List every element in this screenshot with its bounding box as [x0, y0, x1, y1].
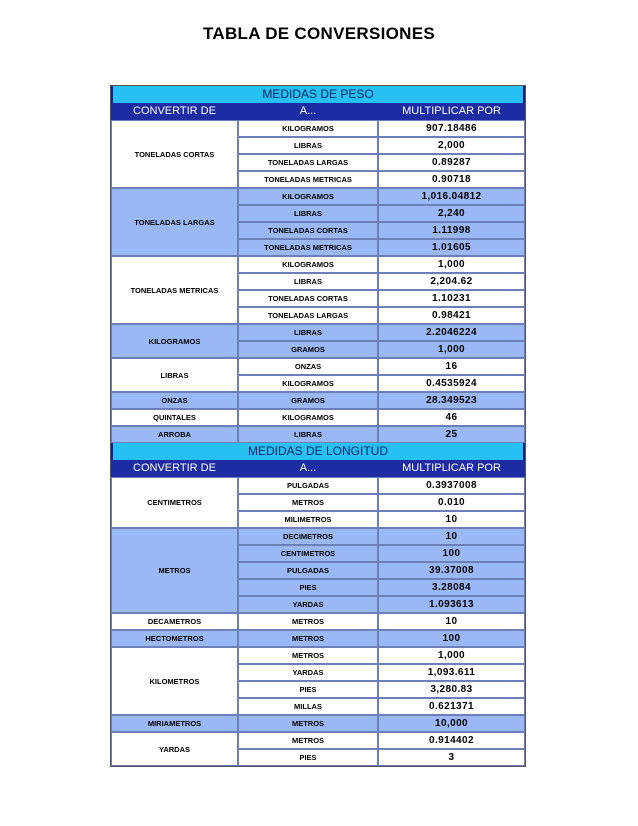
convert-to-unit: LIBRAS [238, 324, 378, 341]
multiply-factor: 1,000 [378, 341, 525, 358]
multiply-factor: 1.10231 [378, 290, 525, 307]
multiply-factor: 39.37008 [378, 562, 525, 579]
convert-to-unit: DECIMETROS [238, 528, 378, 545]
table-row [111, 324, 525, 341]
multiply-factor: 0.3937008 [378, 477, 525, 494]
table-row [111, 528, 525, 545]
convert-to-unit: KILOGRAMOS [238, 120, 378, 137]
convert-to-unit: METROS [238, 647, 378, 664]
table-row [111, 477, 525, 494]
multiply-factor: 0.010 [378, 494, 525, 511]
convert-to-unit: KILOGRAMOS [238, 256, 378, 273]
convert-to-unit: METROS [238, 715, 378, 732]
convert-to-unit: LIBRAS [238, 273, 378, 290]
table-row [111, 630, 525, 647]
table-row [111, 256, 525, 273]
multiply-factor: 0.4535924 [378, 375, 525, 392]
multiply-factor: 1,093.611 [378, 664, 525, 681]
convert-from-unit: MIRIAMETROS [111, 715, 238, 732]
convert-to-unit: ONZAS [238, 358, 378, 375]
table-row [111, 732, 525, 749]
multiply-factor: 0.90718 [378, 171, 525, 188]
convert-to-unit: CENTIMETROS [238, 545, 378, 562]
multiply-factor: 10 [378, 511, 525, 528]
convert-to-unit: LIBRAS [238, 426, 378, 443]
multiply-factor: 100 [378, 630, 525, 647]
convert-to-unit: TONELADAS CORTAS [238, 222, 378, 239]
multiply-factor: 10 [378, 528, 525, 545]
convert-to-unit: LIBRAS [238, 137, 378, 154]
convert-to-unit: PULGADAS [238, 562, 378, 579]
convert-to-unit: TONELADAS METRICAS [238, 171, 378, 188]
section-title: MEDIDAS DE PESO [111, 86, 525, 103]
convert-from-unit: QUINTALES [111, 409, 238, 426]
section-title: MEDIDAS DE LONGITUD [111, 443, 525, 460]
convert-from-unit: ARROBA [111, 426, 238, 443]
convert-to-unit: KILOGRAMOS [238, 375, 378, 392]
multiply-factor: 1,016.04812 [378, 188, 525, 205]
multiply-factor: 28.349523 [378, 392, 525, 409]
column-header-row [111, 103, 525, 120]
header-multiplicar-por: MULTIPLICAR POR [378, 460, 525, 477]
multiply-factor: 3.28084 [378, 579, 525, 596]
multiply-factor: 1.093613 [378, 596, 525, 613]
multiply-factor: 1,000 [378, 256, 525, 273]
convert-to-unit: GRAMOS [238, 392, 378, 409]
convert-from-unit: KILOMETROS [111, 647, 238, 715]
convert-from-unit: HECTOMETROS [111, 630, 238, 647]
multiply-factor: 2,000 [378, 137, 525, 154]
convert-to-unit: METROS [238, 494, 378, 511]
convert-to-unit: METROS [238, 613, 378, 630]
multiply-factor: 46 [378, 409, 525, 426]
convert-to-unit: MILLAS [238, 698, 378, 715]
multiply-factor: 0.98421 [378, 307, 525, 324]
convert-from-unit: LIBRAS [111, 358, 238, 392]
conversion-table [110, 85, 526, 767]
multiply-factor: 0.89287 [378, 154, 525, 171]
header-multiplicar-por: MULTIPLICAR POR [378, 103, 525, 120]
table-row [111, 426, 525, 443]
multiply-factor: 3 [378, 749, 525, 766]
table-row [111, 120, 525, 137]
header-a: A... [238, 460, 378, 477]
convert-from-unit: TONELADAS METRICAS [111, 256, 238, 324]
multiply-factor: 1,000 [378, 647, 525, 664]
convert-to-unit: YARDAS [238, 596, 378, 613]
multiply-factor: 3,280.83 [378, 681, 525, 698]
convert-to-unit: KILOGRAMOS [238, 409, 378, 426]
convert-to-unit: TONELADAS CORTAS [238, 290, 378, 307]
convert-to-unit: TONELADAS LARGAS [238, 154, 378, 171]
header-convertir-de: CONVERTIR DE [111, 460, 238, 477]
multiply-factor: 25 [378, 426, 525, 443]
table-row [111, 392, 525, 409]
convert-from-unit: ONZAS [111, 392, 238, 409]
section-title-row [111, 86, 525, 103]
table-row [111, 188, 525, 205]
page-title: TABLA DE CONVERSIONES [202, 24, 436, 43]
column-header-row [111, 460, 525, 477]
multiply-factor: 0.621371 [378, 698, 525, 715]
convert-to-unit: PIES [238, 749, 378, 766]
header-convertir-de: CONVERTIR DE [111, 103, 238, 120]
convert-to-unit: METROS [238, 630, 378, 647]
header-a: A... [238, 103, 378, 120]
multiply-factor: 1.01605 [378, 239, 525, 256]
convert-from-unit: TONELADAS LARGAS [111, 188, 238, 256]
convert-to-unit: PULGADAS [238, 477, 378, 494]
convert-to-unit: PIES [238, 681, 378, 698]
convert-to-unit: METROS [238, 732, 378, 749]
table-row [111, 715, 525, 732]
convert-to-unit: LIBRAS [238, 205, 378, 222]
convert-to-unit: YARDAS [238, 664, 378, 681]
convert-to-unit: TONELADAS LARGAS [238, 307, 378, 324]
convert-to-unit: MILIMETROS [238, 511, 378, 528]
multiply-factor: 907.18486 [378, 120, 525, 137]
section-title-row [111, 443, 525, 460]
convert-to-unit: KILOGRAMOS [238, 188, 378, 205]
convert-from-unit: TONELADAS CORTAS [111, 120, 238, 188]
convert-to-unit: PIES [238, 579, 378, 596]
multiply-factor: 1.11998 [378, 222, 525, 239]
multiply-factor: 2.2046224 [378, 324, 525, 341]
multiply-factor: 100 [378, 545, 525, 562]
convert-from-unit: KILOGRAMOS [111, 324, 238, 358]
table-row [111, 358, 525, 375]
multiply-factor: 2,204.62 [378, 273, 525, 290]
convert-from-unit: METROS [111, 528, 238, 613]
multiply-factor: 0.914402 [378, 732, 525, 749]
convert-from-unit: YARDAS [111, 732, 238, 766]
convert-from-unit: CENTIMETROS [111, 477, 238, 528]
table-row [111, 647, 525, 664]
table-row [111, 613, 525, 630]
table-row [111, 409, 525, 426]
multiply-factor: 2,240 [378, 205, 525, 222]
convert-to-unit: TONELADAS METRICAS [238, 239, 378, 256]
multiply-factor: 10,000 [378, 715, 525, 732]
multiply-factor: 10 [378, 613, 525, 630]
convert-from-unit: DECAMETROS [111, 613, 238, 630]
convert-to-unit: GRAMOS [238, 341, 378, 358]
multiply-factor: 16 [378, 358, 525, 375]
